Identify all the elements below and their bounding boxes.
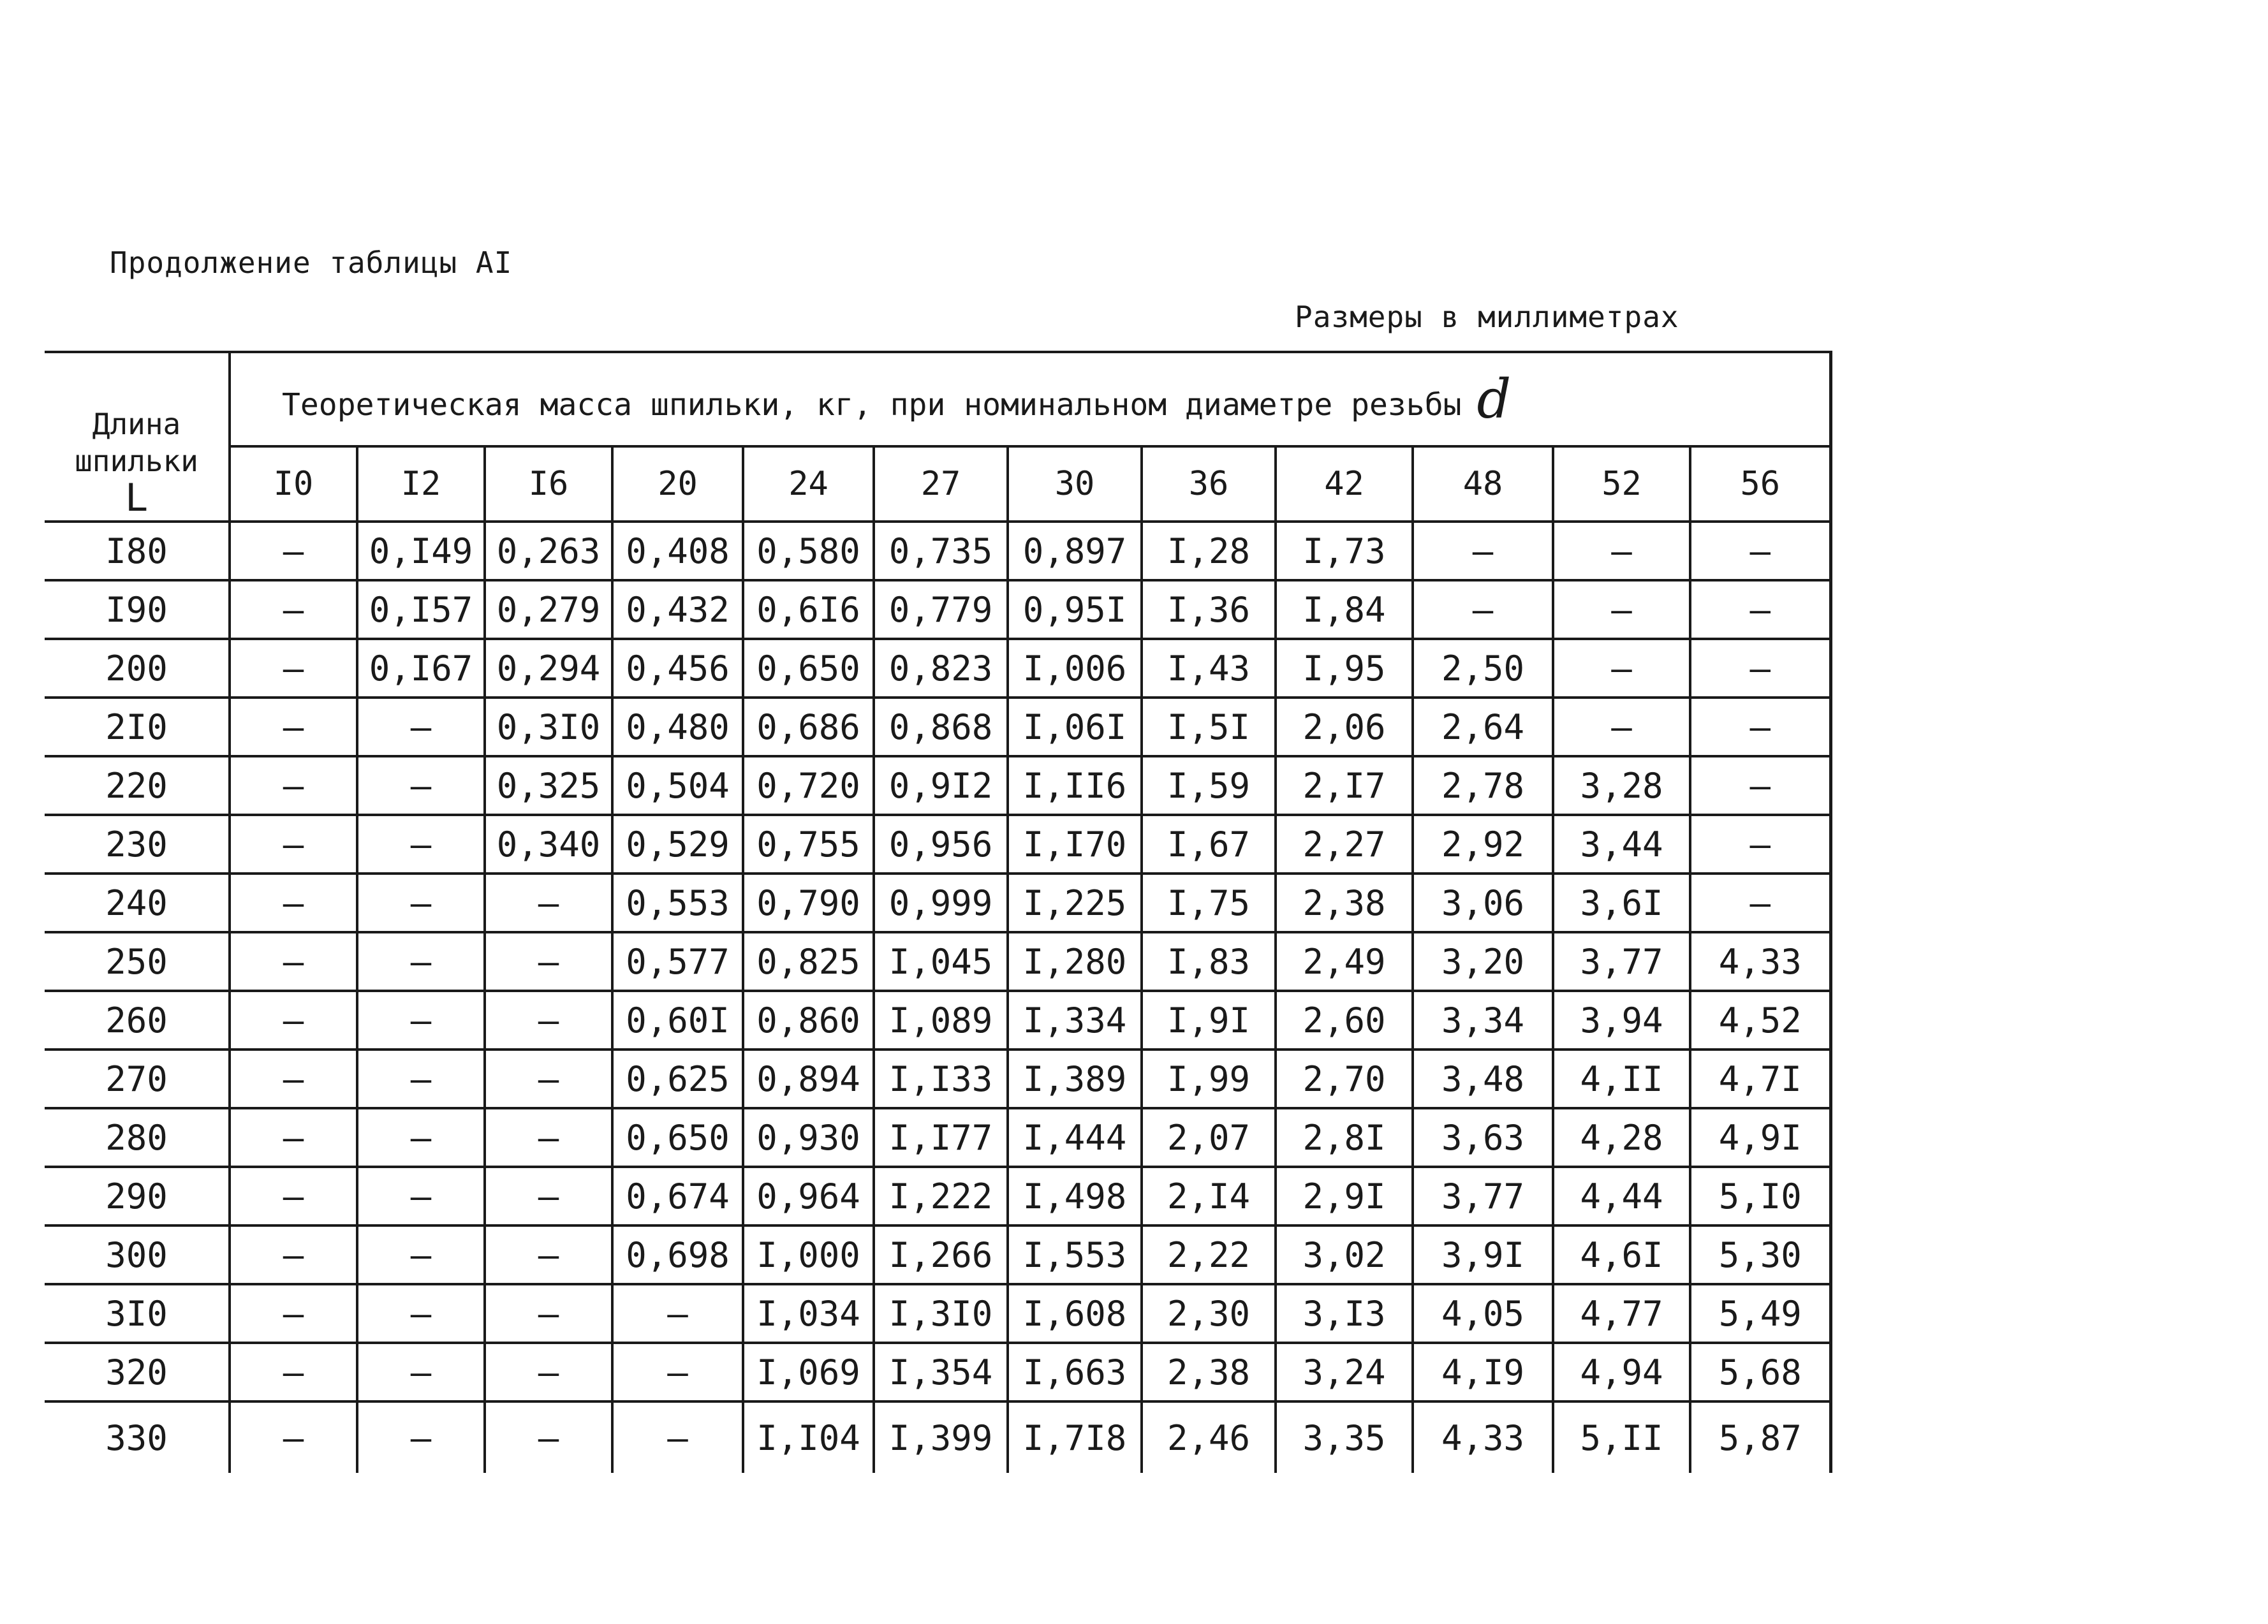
mass-cell: 5,87: [1690, 1401, 1830, 1473]
length-cell: 240: [45, 874, 230, 932]
mass-cell: I,000: [743, 1225, 874, 1284]
mass-cell: 4,52: [1690, 991, 1830, 1050]
mass-cell: I,43: [1142, 639, 1276, 698]
mass-cell: 3,02: [1276, 1225, 1413, 1284]
mass-cell: 4,77: [1553, 1284, 1690, 1343]
mass-cell: 3,06: [1413, 874, 1553, 932]
mass-cell: –: [485, 1401, 612, 1473]
mass-cell: 2,50: [1413, 639, 1553, 698]
mass-cell: 0,529: [612, 815, 743, 874]
mass-cell: –: [485, 1225, 612, 1284]
mass-cell: –: [230, 1108, 357, 1167]
length-cell: I80: [45, 522, 230, 580]
mass-cell: I,069: [743, 1343, 874, 1401]
mass-cell: 0,3I0: [485, 698, 612, 756]
units-note: Размеры в миллиметрах: [1295, 300, 1679, 334]
mass-cell: 0,897: [1008, 522, 1142, 580]
mass-cell: 0,825: [743, 932, 874, 991]
length-cell: 3I0: [45, 1284, 230, 1343]
mass-cell: –: [357, 1401, 485, 1473]
diameter-header-cell: 24: [743, 446, 874, 522]
mass-cell: I,034: [743, 1284, 874, 1343]
table-row: [45, 756, 1830, 815]
diameter-header-cell: 27: [874, 446, 1008, 522]
mass-cell: I,089: [874, 991, 1008, 1050]
table-row: [45, 1343, 1830, 1401]
mass-cell: 3,28: [1553, 756, 1690, 815]
mass-cell: I,I70: [1008, 815, 1142, 874]
mass-cell: I,73: [1276, 522, 1413, 580]
mass-cell: 5,30: [1690, 1225, 1830, 1284]
mass-cell: –: [357, 698, 485, 756]
table-row: [45, 639, 1830, 698]
diameter-header-cell: I6: [485, 446, 612, 522]
mass-cell: 2,06: [1276, 698, 1413, 756]
length-cell: 2I0: [45, 698, 230, 756]
length-cell: 330: [45, 1401, 230, 1473]
mass-cell: I,28: [1142, 522, 1276, 580]
mass-cell: 5,68: [1690, 1343, 1830, 1401]
mass-cell: 4,9I: [1690, 1108, 1830, 1167]
mass-cell: 3,77: [1553, 932, 1690, 991]
table-row: [45, 1108, 1830, 1167]
mass-cell: –: [230, 1401, 357, 1473]
mass-cell: 0,432: [612, 580, 743, 639]
table-row: [45, 522, 1830, 580]
mass-cell: 5,II: [1553, 1401, 1690, 1473]
mass-cell: 4,II: [1553, 1050, 1690, 1108]
mass-cell: 2,9I: [1276, 1167, 1413, 1225]
mass-cell: 0,698: [612, 1225, 743, 1284]
mass-cell: 4,7I: [1690, 1050, 1830, 1108]
mass-cell: 0,720: [743, 756, 874, 815]
mass-cell: 0,294: [485, 639, 612, 698]
mass-cell: I,006: [1008, 639, 1142, 698]
diameter-header-cell: 42: [1276, 446, 1413, 522]
diameter-header-cell: 56: [1690, 446, 1830, 522]
mass-cell: 0,263: [485, 522, 612, 580]
mass-cell: 0,650: [612, 1108, 743, 1167]
mass-cell: I,36: [1142, 580, 1276, 639]
mass-cell: 0,999: [874, 874, 1008, 932]
table-row: [45, 815, 1830, 874]
length-symbol: L: [124, 476, 149, 520]
mass-cell: 0,553: [612, 874, 743, 932]
mass-cell: 0,9I2: [874, 756, 1008, 815]
mass-cell: I,9I: [1142, 991, 1276, 1050]
mass-cell: 2,I4: [1142, 1167, 1276, 1225]
mass-cell: 3,77: [1413, 1167, 1553, 1225]
mass-cell: –: [230, 815, 357, 874]
mass-cell: 2,92: [1413, 815, 1553, 874]
mass-cell: –: [485, 932, 612, 991]
mass-cell: 0,735: [874, 522, 1008, 580]
mass-cell: –: [1553, 522, 1690, 580]
mass-cell: I,5I: [1142, 698, 1276, 756]
mass-cell: 3,I3: [1276, 1284, 1413, 1343]
mass-cell: 2,I7: [1276, 756, 1413, 815]
mass-cell: –: [357, 991, 485, 1050]
mass-cell: –: [357, 1343, 485, 1401]
mass-cell: 4,94: [1553, 1343, 1690, 1401]
diameter-header-cell: 48: [1413, 446, 1553, 522]
mass-cell: 0,6I6: [743, 580, 874, 639]
table-row: [45, 874, 1830, 932]
mass-cell: I,389: [1008, 1050, 1142, 1108]
mass-cell: –: [485, 1108, 612, 1167]
mass-cell: I,225: [1008, 874, 1142, 932]
table-row: [45, 1284, 1830, 1343]
table-row: [45, 932, 1830, 991]
mass-cell: –: [230, 580, 357, 639]
mass-cell: –: [230, 1225, 357, 1284]
table-row: [45, 1401, 1830, 1473]
mass-cell: 0,755: [743, 815, 874, 874]
mass-cell: 0,779: [874, 580, 1008, 639]
mass-cell: –: [230, 1284, 357, 1343]
diameter-header-cell: 30: [1008, 446, 1142, 522]
mass-cell: 0,686: [743, 698, 874, 756]
mass-cell: 2,60: [1276, 991, 1413, 1050]
mass-cell: –: [1413, 522, 1553, 580]
mass-cell: 0,790: [743, 874, 874, 932]
length-header-line1: Длина: [92, 407, 181, 441]
length-column-header: [45, 352, 230, 522]
mass-cell: –: [357, 932, 485, 991]
mass-cell: –: [357, 756, 485, 815]
mass-cell: 2,07: [1142, 1108, 1276, 1167]
mass-cell: I,498: [1008, 1167, 1142, 1225]
mass-cell: I,II6: [1008, 756, 1142, 815]
diameter-header-cell: 36: [1142, 446, 1276, 522]
mass-cell: I,75: [1142, 874, 1276, 932]
mass-cell: 4,I9: [1413, 1343, 1553, 1401]
mass-cell: –: [230, 874, 357, 932]
mass-cell: 5,49: [1690, 1284, 1830, 1343]
mass-cell: I,I04: [743, 1401, 874, 1473]
mass-cell: –: [485, 1284, 612, 1343]
mass-cell: 0,I49: [357, 522, 485, 580]
mass-cell: I,83: [1142, 932, 1276, 991]
mass-cell: 2,22: [1142, 1225, 1276, 1284]
mass-cell: 2,70: [1276, 1050, 1413, 1108]
length-cell: 250: [45, 932, 230, 991]
mass-cell: 3,94: [1553, 991, 1690, 1050]
mass-cell: 0,504: [612, 756, 743, 815]
diameter-header-cell: 52: [1553, 446, 1690, 522]
mass-cell: I,I33: [874, 1050, 1008, 1108]
mass-cell: –: [485, 1343, 612, 1401]
table-row: [45, 1225, 1830, 1284]
length-cell: 230: [45, 815, 230, 874]
length-cell: 290: [45, 1167, 230, 1225]
mass-cell: 0,279: [485, 580, 612, 639]
mass-cell: 3,9I: [1413, 1225, 1553, 1284]
mass-cell: –: [357, 1167, 485, 1225]
mass-cell: 0,I67: [357, 639, 485, 698]
mass-cell: –: [357, 1225, 485, 1284]
length-cell: 260: [45, 991, 230, 1050]
mass-cell: I,06I: [1008, 698, 1142, 756]
mass-cell: –: [230, 639, 357, 698]
length-cell: 320: [45, 1343, 230, 1401]
mass-cell: –: [357, 1050, 485, 1108]
table-row: [45, 580, 1830, 639]
mass-cell: –: [485, 991, 612, 1050]
length-cell: 220: [45, 756, 230, 815]
length-cell: 200: [45, 639, 230, 698]
mass-cell: –: [1690, 522, 1830, 580]
mass-cell: 0,408: [612, 522, 743, 580]
mass-cell: 3,48: [1413, 1050, 1553, 1108]
diameter-header-cell: 20: [612, 446, 743, 522]
mass-cell: 0,I57: [357, 580, 485, 639]
mass-cell: 3,63: [1413, 1108, 1553, 1167]
mass-cell: 2,27: [1276, 815, 1413, 874]
mass-cell: –: [357, 1108, 485, 1167]
mass-cell: –: [1690, 874, 1830, 932]
mass-cell: 2,30: [1142, 1284, 1276, 1343]
mass-cell: I,334: [1008, 991, 1142, 1050]
mass-cell: –: [230, 698, 357, 756]
mass-cell: I,553: [1008, 1225, 1142, 1284]
mass-cell: I,266: [874, 1225, 1008, 1284]
table-row: [45, 1050, 1830, 1108]
mass-cell: –: [612, 1343, 743, 1401]
mass-cell: 4,44: [1553, 1167, 1690, 1225]
mass-cell: I,I77: [874, 1108, 1008, 1167]
mass-cell: –: [1690, 639, 1830, 698]
mass-cell: –: [357, 1284, 485, 1343]
mass-cell: 2,78: [1413, 756, 1553, 815]
length-header-line2: шпильки: [75, 444, 198, 478]
stud-mass-table: [45, 351, 1832, 1473]
mass-cell: 0,860: [743, 991, 874, 1050]
mass-cell: 5,I0: [1690, 1167, 1830, 1225]
mass-cell: –: [612, 1401, 743, 1473]
mass-cell: –: [230, 932, 357, 991]
mass-cell: –: [1553, 639, 1690, 698]
diameter-header-row: [45, 446, 1830, 522]
mass-cell: –: [1690, 815, 1830, 874]
mass-cell: 0,577: [612, 932, 743, 991]
mass-cell: 0,930: [743, 1108, 874, 1167]
mass-cell: I,67: [1142, 815, 1276, 874]
table-caption: Продолжение таблицы AI: [110, 245, 513, 280]
mass-cell: –: [1553, 580, 1690, 639]
mass-cell: –: [1690, 580, 1830, 639]
mass-cell: 0,480: [612, 698, 743, 756]
mass-cell: 4,33: [1413, 1401, 1553, 1473]
mass-cell: 0,868: [874, 698, 1008, 756]
mass-cell: I,59: [1142, 756, 1276, 815]
mass-cell: –: [230, 1343, 357, 1401]
mass-cell: I,608: [1008, 1284, 1142, 1343]
mass-cell: 0,95I: [1008, 580, 1142, 639]
mass-cell: I,354: [874, 1343, 1008, 1401]
mass-cell: –: [485, 874, 612, 932]
mass-cell: –: [612, 1284, 743, 1343]
mass-cell: –: [230, 756, 357, 815]
mass-header-title: Теоретическая масса шпильки, кг, при номинальном диаметре резьбы: [282, 387, 1462, 423]
mass-cell: 0,456: [612, 639, 743, 698]
diameter-symbol: d: [1476, 368, 1512, 431]
length-cell: I90: [45, 580, 230, 639]
mass-cell: –: [1690, 756, 1830, 815]
mass-cell: 0,956: [874, 815, 1008, 874]
mass-cell: –: [230, 1167, 357, 1225]
table-row: [45, 991, 1830, 1050]
diameter-header-cell: I2: [357, 446, 485, 522]
mass-cell: I,444: [1008, 1108, 1142, 1167]
mass-cell: 2,8I: [1276, 1108, 1413, 1167]
mass-cell: I,399: [874, 1401, 1008, 1473]
mass-cell: –: [1690, 698, 1830, 756]
table-row: [45, 698, 1830, 756]
mass-cell: 4,6I: [1553, 1225, 1690, 1284]
mass-cell: 0,674: [612, 1167, 743, 1225]
mass-cell: 3,44: [1553, 815, 1690, 874]
mass-cell: 4,05: [1413, 1284, 1553, 1343]
mass-cell: I,663: [1008, 1343, 1142, 1401]
mass-cell: 0,340: [485, 815, 612, 874]
mass-cell: –: [357, 874, 485, 932]
mass-cell: –: [357, 815, 485, 874]
mass-cell: 3,34: [1413, 991, 1553, 1050]
mass-cell: 2,46: [1142, 1401, 1276, 1473]
mass-cell: 0,650: [743, 639, 874, 698]
mass-cell: 4,28: [1553, 1108, 1690, 1167]
mass-cell: 0,894: [743, 1050, 874, 1108]
mass-cell: 3,24: [1276, 1343, 1413, 1401]
mass-cell: 0,325: [485, 756, 612, 815]
mass-cell: 2,64: [1413, 698, 1553, 756]
mass-cell: 0,964: [743, 1167, 874, 1225]
mass-cell: 3,6I: [1553, 874, 1690, 932]
length-cell: 280: [45, 1108, 230, 1167]
mass-cell: I,7I8: [1008, 1401, 1142, 1473]
mass-cell: –: [1553, 698, 1690, 756]
mass-cell: I,95: [1276, 639, 1413, 698]
mass-cell: –: [230, 522, 357, 580]
mass-cell: 0,823: [874, 639, 1008, 698]
mass-cell: 2,49: [1276, 932, 1413, 991]
mass-cell: 0,60I: [612, 991, 743, 1050]
mass-cell: I,3I0: [874, 1284, 1008, 1343]
mass-cell: 2,38: [1142, 1343, 1276, 1401]
table-body: [45, 522, 1830, 1473]
mass-cell: 3,20: [1413, 932, 1553, 991]
mass-cell: 0,625: [612, 1050, 743, 1108]
mass-cell: I,222: [874, 1167, 1008, 1225]
mass-cell: 3,35: [1276, 1401, 1413, 1473]
mass-cell: –: [485, 1050, 612, 1108]
mass-cell: –: [230, 991, 357, 1050]
mass-cell: –: [230, 1050, 357, 1108]
mass-cell: I,280: [1008, 932, 1142, 991]
mass-cell: 4,33: [1690, 932, 1830, 991]
mass-cell: I,045: [874, 932, 1008, 991]
length-cell: 300: [45, 1225, 230, 1284]
length-cell: 270: [45, 1050, 230, 1108]
mass-cell: –: [1413, 580, 1553, 639]
diameter-header-cell: I0: [230, 446, 357, 522]
mass-cell: 2,38: [1276, 874, 1413, 932]
mass-group-header: [230, 352, 1830, 446]
table-row: [45, 1167, 1830, 1225]
mass-cell: I,84: [1276, 580, 1413, 639]
mass-cell: 0,580: [743, 522, 874, 580]
mass-cell: I,99: [1142, 1050, 1276, 1108]
mass-cell: –: [485, 1167, 612, 1225]
